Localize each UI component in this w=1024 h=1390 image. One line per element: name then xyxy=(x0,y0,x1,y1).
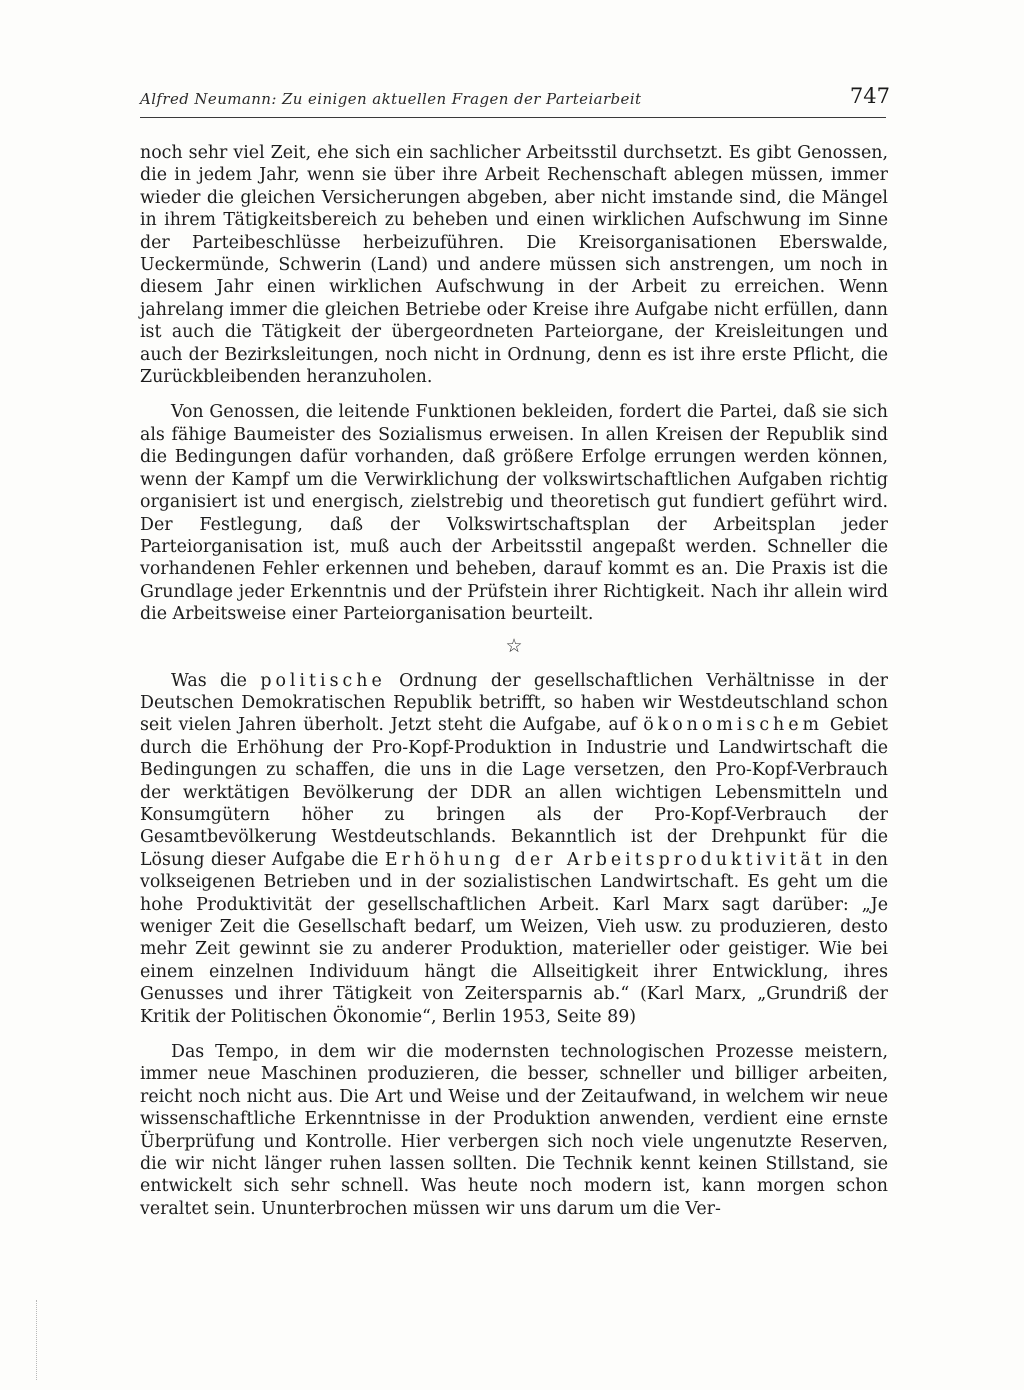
paragraph-gap xyxy=(140,1028,888,1041)
paragraph-1: noch sehr viel Zeit, ehe sich ein sachlicher Arbeitsstil durchsetzt. Es gibt Genossen, die in jedem Jahr, wenn sie über ihre Arbeit Rechenschaft ablegen müssen, immer wieder die gleichen Versicherungen abgeben, aber nicht imstande sind, die Mängel in ihrem Tätigkeitsbereich zu beheben und einen wirklichen Aufschwung im Sinne der Parteibeschlüsse herbeizuführen. Die Kreisorganisationen Eberswalde, Ueckermünde, Schwerin (Land) und andere müssen sich anstrengen, um noch in diesem Jahr einen wirklichen Aufschwung in der Arbeit zu erreichen. Wenn jahrelang immer die gleichen Betriebe oder Kreise ihre Aufgabe nicht erfüllen, dann ist auch die Tätigkeit der übergeordneten Parteiorgane, der Kreisleitungen und auch der Bezirksleitungen, noch nicht in Ordnung, denn es ist ihre erste Pflicht, die Zurückbleibenden heranzuholen. xyxy=(140,143,888,388)
section-separator-star-icon: ☆ xyxy=(505,634,523,657)
p3-emphasis-politische: politische xyxy=(260,670,386,691)
body-text xyxy=(140,142,888,1220)
paragraph-gap xyxy=(140,388,888,401)
p3-text-g: in den volkseigenen Betrieben und in der sozialistischen Landwirtschaft. Es geht um die hohe Produktivität der gesellschaftlichen Arbeit. Karl Marx sagt darüber: „Je weniger Zeit die Gesellschaft bedarf, um Weizen, Vieh usw. zu produzieren, desto mehr Zeit gewinnt sie zu anderer Produktion, materieller oder geistiger. Wie bei einem einzelnen Individuum hängt die Allseitigkeit ihrer Entwicklung, ihres Genusses und ihrer Tätigkeit von Zeitersparnis ab.“ (Karl Marx, „Grundriß der Kritik der Politischen Ökonomie“, Berlin 1953, Seite 89) xyxy=(140,849,888,1027)
page-number: 747 xyxy=(849,84,890,108)
p3-text-e: Gebiet durch die Erhöhung der Pro-Kopf-Produktion in Industrie und Landwirtschaft die Bedingungen zu schaffen, die uns in die Lage versetzen, den Pro-Kopf-Verbrauch der werktätigen Bevölkerung der DDR an allen wichtigen Lebensmitteln und Konsumgütern höher zu bringen als der Pro-Kopf-Verbrauch der Gesamtbevölkerung Westdeutschlands. Bekanntlich ist der Drehpunkt für die Lösung dieser Aufgabe die xyxy=(140,715,889,870)
paragraph-4: Das Tempo, in dem wir die modernsten technologischen Prozesse meistern, immer neue Maschinen produzieren, die besser, schneller und billiger arbeiten, reicht noch nicht aus. Die Art und Weise und der Zeitaufwand, in welchem wir neue wissenschaftliche Erkenntnisse in der Produktion anwenden, verdient eine ernste Überprüfung und Kontrolle. Hier verbergen sich noch viele ungenutzte Reserven, die wir nicht länger ruhen lassen sollten. Die Technik kennt keinen Stillstand, sie entwickelt sich sehr schnell. Was heute noch modern ist, kann morgen schon veraltet sein. Ununterbrochen müssen wir uns darum um die Ver- xyxy=(140,1042,888,1219)
p3-emphasis-oekonomischem: ökonomischem xyxy=(643,715,824,736)
p3-text-a: Was die xyxy=(171,670,261,691)
scan-margin-marks xyxy=(36,1300,43,1380)
paragraph-2: Von Genossen, die leitende Funktionen bekleiden, fordert die Partei, daß sie sich als fähige Baumeister des Sozialismus erweisen. In allen Kreisen der Republik sind die Bedingungen dafür vorhanden, daß größere Erfolge errungen werden können, wenn der Kampf um die Verwirklichung der volkswirtschaftlichen Aufgaben richtig organisiert ist und energisch, zielstrebig und theoretisch gut fundiert geführt wird. Der Festlegung, daß der Volkswirtschaftsplan der Arbeitsplan jeder Parteiorganisation ist, muß auch der Arbeitsstil angepaßt werden. Schneller die vorhandenen Fehler erkennen und beheben, darauf kommt es an. Die Praxis ist die Grundlage jeder Erkenntnis und der Prüfstein ihrer Richtigkeit. Nach ihr allein wird die Arbeitsweise einer Parteiorganisation beurteilt. xyxy=(140,402,888,625)
running-title: Alfred Neumann: Zu einigen aktuellen Fragen der Parteiarbeit xyxy=(140,90,642,108)
paragraph-3 xyxy=(140,670,888,1029)
p3-text-c: Ordnung der gesellschaftlichen Verhältnisse in der Deutschen Demokratischen Republik betrifft, so haben wir Westdeutschland schon seit vielen Jahren überholt. Jetzt steht die Aufgabe, auf xyxy=(140,670,888,736)
p3-emphasis-arbeitsproduktivitaet: Erhöhung der Arbeitsproduktivität xyxy=(384,849,826,870)
header-divider xyxy=(140,117,886,118)
page-header xyxy=(140,84,890,116)
